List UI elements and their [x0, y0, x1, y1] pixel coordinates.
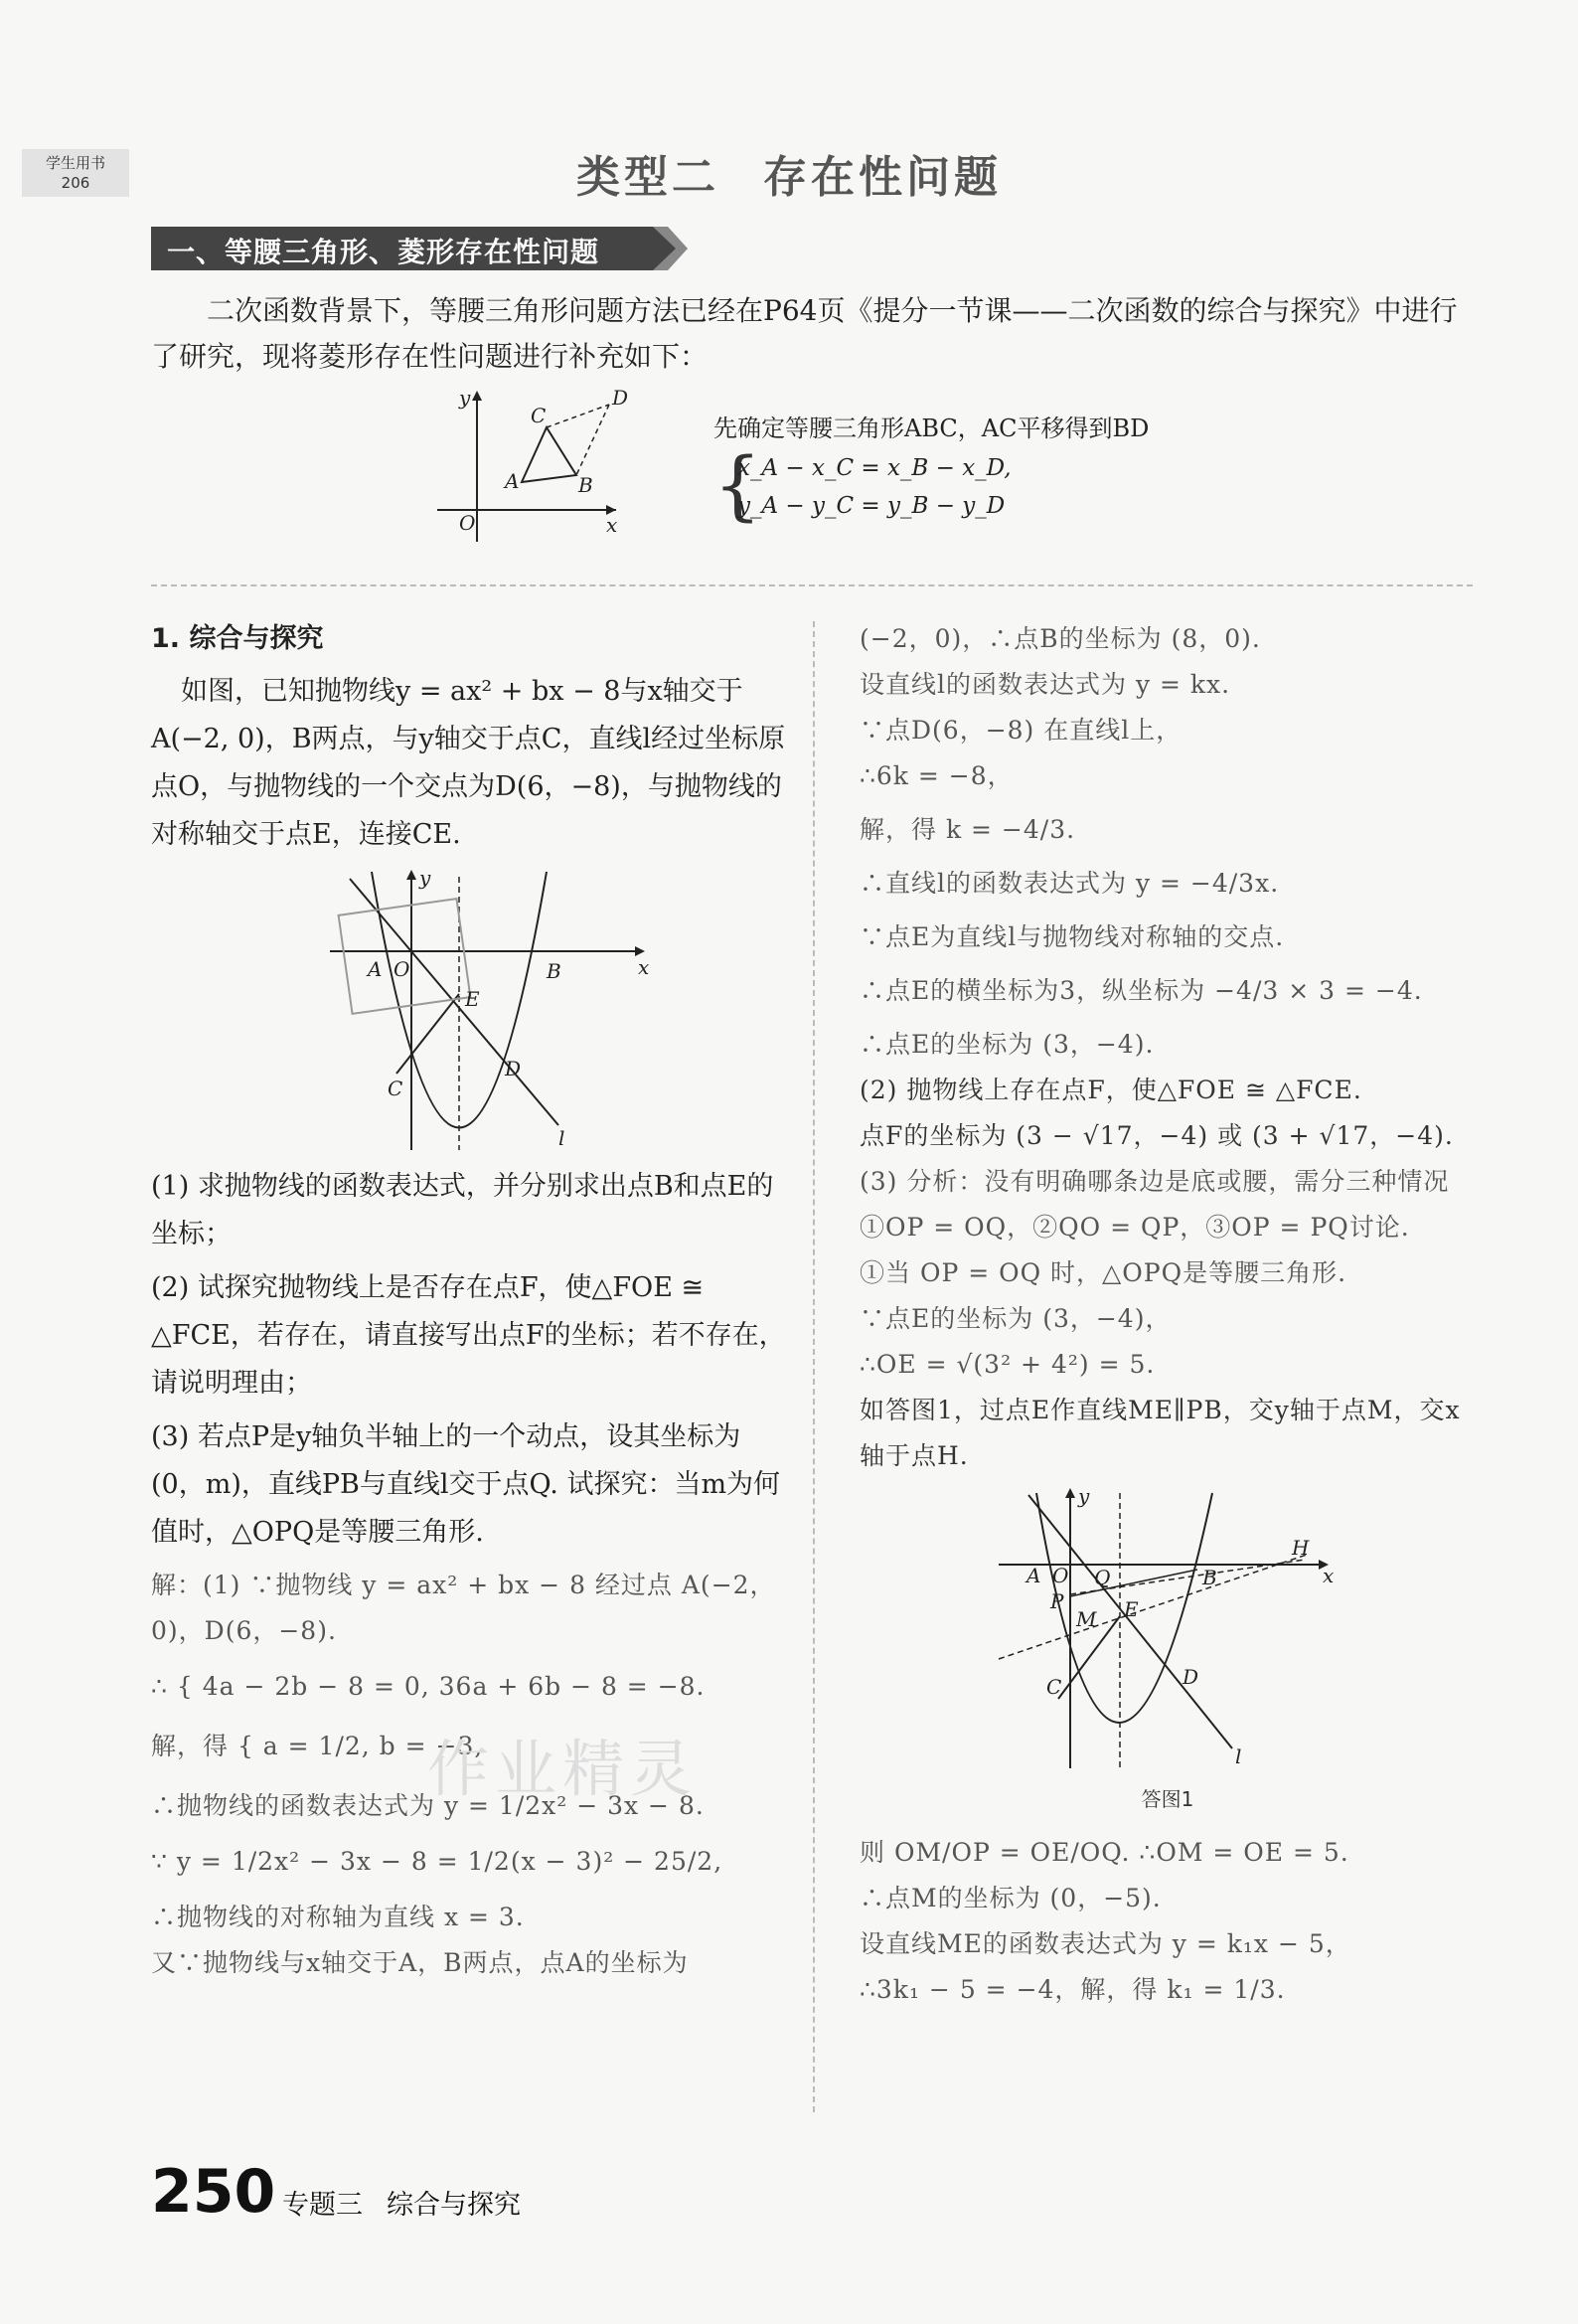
solution-right-line: (−2，0)，∴点B的坐标为 (8，0). [860, 624, 1261, 653]
right-column [860, 616, 1476, 2013]
fig-right-label-x: x [1323, 1564, 1335, 1587]
note-eq2: y_A − y_C = y_B − y_D [737, 493, 1006, 519]
solution-right-line: ∴直线l的函数表达式为 y = −4/3x. [860, 869, 1280, 898]
fig-left-label-c: C [388, 1077, 403, 1100]
side-tag-label: 学生用书 [45, 154, 105, 172]
solution-right2-line: 则 OM/OP = OE/OQ. ∴OM = OE = 5. [860, 1838, 1349, 1867]
title-topic: 存在性问题 [763, 152, 1002, 203]
solution-right2-line: 设直线ME的函数表达式为 y = k₁x − 5， [860, 1929, 1351, 1958]
solution-right-line: ∴OE = √(3² + 4²) = 5. [860, 1350, 1156, 1379]
watermark: 作业精灵 [427, 1733, 699, 1805]
d1-label-c: C [531, 404, 547, 427]
solution-left-line: 解，得 { a = 1/2, b = −3, [151, 1732, 484, 1760]
solution-right-line: 解，得 k = −4/3. [860, 815, 1076, 844]
fig-left-label-a: A [368, 957, 383, 981]
solution-left-line: ∴抛物线的函数表达式为 y = 1/2x² − 3x − 8. [151, 1791, 705, 1820]
answer-figure-caption: 答图1 [1141, 1787, 1194, 1811]
note-line: 先确定等腰三角形ABC，AC平移得到BD [713, 415, 1150, 442]
note-brace: { [713, 440, 762, 529]
footer-topic-name: 综合与探究 [387, 2190, 521, 2221]
solution-right-line: 如答图1，过点E作直线ME∥PB，交y轴于点M，交x轴于点H. [860, 1396, 1461, 1470]
intro [151, 288, 1473, 380]
column-divider [813, 621, 815, 2112]
solution-right-line: ∵点E的坐标为 (3，−4)， [860, 1304, 1172, 1333]
fig-right-label-y: y [1078, 1485, 1090, 1508]
separator [151, 584, 1473, 586]
problem-head: 1. 综合与探究 [151, 623, 324, 654]
fig-right-label-q: Q [1094, 1566, 1111, 1589]
footer-topic [282, 2183, 545, 2222]
fig-left-label-x: x [638, 955, 650, 979]
footer-topic-label: 专题三 [282, 2190, 363, 2221]
solution-right-line: (3) 分析：没有明确哪条边是底或腰，需分三种情况①OP = OQ，②QO = QP，③OP = PQ讨论. [860, 1167, 1450, 1242]
fig-left-label-o: O [394, 957, 410, 981]
d1-label-a: A [505, 469, 520, 493]
note-system [737, 449, 1012, 525]
answer-figure-1 [860, 1485, 1476, 1783]
solution-right-line: ①当 OP = OQ 时，△OPQ是等腰三角形. [860, 1258, 1347, 1287]
question-3: (3) 若点P是y轴负半轴上的一个动点，设其坐标为 (0，m)，直线PB与直线l交于点Q. 试探究：当m为何值时，△OPQ是等腰三角形. [151, 1421, 781, 1548]
solution-right-line: ∵点E为直线l与抛物线对称轴的交点. [860, 922, 1285, 951]
fig-right-label-h: H [1292, 1536, 1310, 1560]
solution-right-line: ∴点E的横坐标为3，纵坐标为 −4/3 × 3 = −4. [860, 976, 1423, 1005]
fig-right-label-e: E [1124, 1597, 1139, 1621]
fig-left-label-b: B [547, 959, 561, 983]
solution-right2-line: ∴3k₁ − 5 = −4，解，得 k₁ = 1/3. [860, 1975, 1286, 2004]
fig-left-label-e: E [465, 987, 480, 1011]
title-type: 类型二 [576, 152, 719, 203]
rhombus-diagram [427, 383, 636, 552]
fig-left-label-d: D [505, 1057, 522, 1080]
solution-right-line: ∴点E的坐标为 (3，−4). [860, 1030, 1155, 1059]
intro-paragraph: 二次函数背景下，等腰三角形问题方法已经在P64页《提分一节课——二次函数的综合与探究》中进行了研究，现将菱形存在性问题进行补充如下： [151, 294, 1458, 373]
question-2: (2) 试探究抛物线上是否存在点F，使△FOE ≅ △FCE，若存在，请直接写出点F的坐标；若不存在，请说明理由； [151, 1272, 786, 1399]
problem-stem: 如图，已知抛物线y = ax² + bx − 8与x轴交于A(−2, 0)，B两点，与y轴交于点C，直线l经过坐标原点O，与抛物线的一个交点为D(6，−8)，与抛物线的对称轴交于点E，连接CE. [151, 676, 786, 850]
solution-right-line: ∴6k = −8， [860, 761, 1014, 790]
d1-label-x: x [606, 513, 618, 537]
fig-right-label-b: B [1202, 1566, 1217, 1589]
d1-label-b: B [578, 473, 593, 497]
solution-left-line: ∴抛物线的对称轴为直线 x = 3. [151, 1903, 525, 1931]
solution-left-line: 解：(1) ∵抛物线 y = ax² + bx − 8 经过点 A(−2，0)，D(6，−8). [151, 1571, 776, 1645]
solution-right-line: (2) 抛物线上存在点F，使△FOE ≅ △FCE. [860, 1076, 1362, 1104]
fig-right-label-d: D [1183, 1665, 1199, 1689]
d1-label-y: y [459, 386, 471, 410]
solution-right2-line: ∴点M的坐标为 (0，−5). [860, 1884, 1162, 1912]
side-tag-number: 206 [61, 174, 90, 192]
solution-left-line: ∵ y = 1/2x² − 3x − 8 = 1/2(x − 3)² − 25/2, [151, 1847, 723, 1876]
fig-right-label-o: O [1052, 1564, 1069, 1587]
solution-left-line: 又∵抛物线与x轴交于A，B两点，点A的坐标为 [151, 1948, 689, 1977]
page-title [0, 141, 1578, 205]
solution-right-line: ∵点D(6，−8) 在直线l上， [860, 716, 1183, 745]
question-1: (1) 求抛物线的函数表达式，并分别求出点B和点E的坐标； [151, 1171, 774, 1249]
solution-right-line: 点F的坐标为 (3 − √17，−4) 或 (3 + √17，−4). [860, 1121, 1454, 1150]
fig-left-label-y: y [419, 867, 431, 890]
fig-right-label-a: A [1026, 1564, 1041, 1587]
fig-right-label-c: C [1046, 1675, 1062, 1699]
fig-right-label-l: l [1235, 1744, 1242, 1768]
page-number: 250 [151, 2157, 276, 2227]
d1-label-d: D [612, 386, 629, 410]
solution-left-line: ∴ { 4a − 2b − 8 = 0, 36a + 6b − 8 = −8. [151, 1672, 706, 1701]
solution-right-line: 设直线l的函数表达式为 y = kx. [860, 670, 1231, 699]
section-banner: 一、等腰三角形、菱形存在性问题 [167, 236, 600, 268]
problem-figure [151, 867, 792, 1155]
note-eq1: x_A − x_C = x_B − x_D, [737, 455, 1012, 481]
fig-left-label-l: l [558, 1126, 565, 1150]
fig-right-label-m: M [1076, 1607, 1097, 1631]
fig-right-label-p: P [1050, 1589, 1064, 1613]
d1-label-o: O [459, 511, 476, 535]
